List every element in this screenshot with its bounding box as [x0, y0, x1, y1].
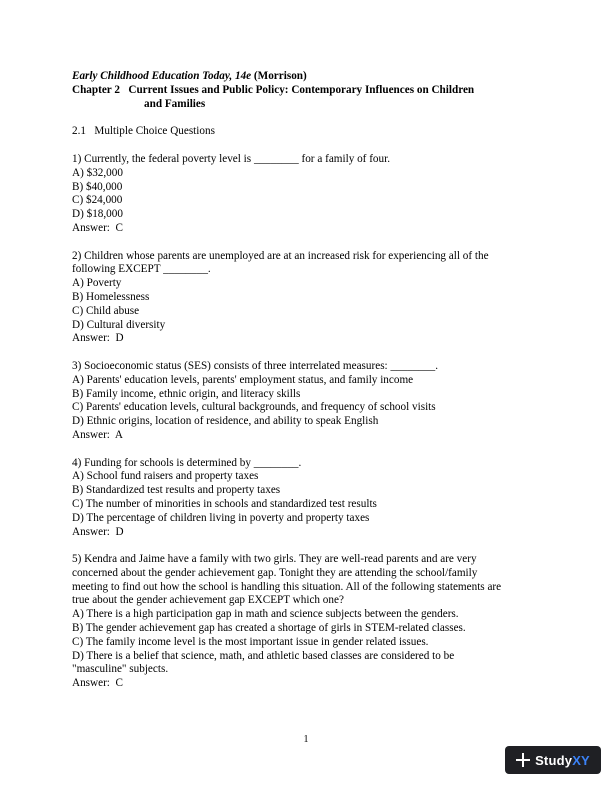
section-heading: 2.1 Multiple Choice Questions — [72, 125, 215, 138]
answer-choice: A) Poverty — [72, 277, 122, 290]
question-text: 2) Children whose parents are unemployed are at an increased risk for experiencing all of the — [72, 249, 489, 262]
answer-choice: A) $32,000 — [72, 166, 123, 179]
answer-choice: A) School fund raisers and property taxes — [72, 470, 259, 483]
answer-choice: B) Homelessness — [72, 290, 150, 303]
document-page — [72, 70, 542, 705]
question-text: 5) Kendra and Jaime have a family with two girls. They are well-read parents and are very — [72, 553, 477, 566]
question-text: 1) Currently, the federal poverty level is ________ for a family of four. — [72, 152, 391, 165]
answer-key: Answer: D — [72, 332, 124, 345]
answer-choice: "masculine" subjects. — [72, 663, 169, 676]
answer-choice: B) Family income, ethnic origin, and literacy skills — [72, 387, 301, 400]
question-list — [72, 153, 542, 691]
brand-name-accent: XY — [572, 752, 590, 768]
book-author: (Morrison) — [251, 70, 307, 82]
question-text: 4) Funding for schools is determined by ________. — [72, 456, 302, 469]
brand-name-main: Study — [535, 752, 573, 768]
answer-choice: C) $24,000 — [72, 194, 123, 207]
question-block — [72, 360, 542, 443]
answer-choice: A) There is a high participation gap in math and science subjects between the genders. — [72, 608, 459, 621]
question-text: concerned about the gender achievement gap. Tonight they are attending the school/family — [72, 566, 478, 579]
chapter-title-continued: and Families — [144, 97, 206, 110]
book-title: Early Childhood Education Today, 14e — [72, 70, 252, 82]
book-title-line — [72, 70, 542, 84]
answer-choice: B) The gender achievement gap has created a shortage of girls in STEM-related classes. — [72, 622, 466, 635]
question-block — [72, 250, 542, 347]
answer-key: Answer: C — [72, 677, 123, 690]
answer-choice: D) Cultural diversity — [72, 318, 166, 331]
answer-choice: C) The number of minorities in schools and standardized test results — [72, 497, 377, 510]
answer-key: Answer: A — [72, 428, 123, 441]
answer-choice: C) Child abuse — [72, 304, 140, 317]
studyxy-badge[interactable] — [505, 746, 601, 774]
answer-key: Answer: C — [72, 221, 123, 234]
answer-choice: B) $40,000 — [72, 180, 123, 193]
answer-choice: C) The family income level is the most important issue in gender related issues. — [72, 635, 429, 648]
answer-choice: C) Parents' education levels, cultural backgrounds, and frequency of school visits — [72, 401, 436, 414]
answer-key: Answer: D — [72, 525, 124, 538]
question-text: true about the gender achievement gap EXCEPT which one? — [72, 594, 344, 607]
answer-choice: B) Standardized test results and property taxes — [72, 484, 281, 497]
answer-choice: D) There is a belief that science, math, and athletic based classes are considered to be — [72, 649, 455, 662]
chapter-title: Current Issues and Public Policy: Contemporary Influences on Children — [128, 83, 475, 96]
chapter-heading — [72, 84, 542, 98]
plus-icon — [516, 753, 530, 767]
question-text: 3) Socioeconomic status (SES) consists of three interrelated measures: ________. — [72, 359, 438, 372]
answer-choice: D) Ethnic origins, location of residence, and ability to speak English — [72, 415, 379, 428]
answer-choice: D) $18,000 — [72, 208, 123, 221]
brand-name — [535, 753, 590, 768]
question-text: meeting to find out how the school is handling this situation. All of the following statements are — [72, 580, 502, 593]
question-block — [72, 153, 542, 236]
question-block — [72, 553, 542, 691]
answer-choice: D) The percentage of children living in poverty and property taxes — [72, 511, 370, 524]
answer-choice: A) Parents' education levels, parents' employment status, and family income — [72, 373, 414, 386]
question-text: following EXCEPT ________. — [72, 263, 211, 276]
page-number: 1 — [303, 734, 309, 745]
question-block — [72, 457, 542, 540]
chapter-label: Chapter 2 — [72, 83, 120, 96]
